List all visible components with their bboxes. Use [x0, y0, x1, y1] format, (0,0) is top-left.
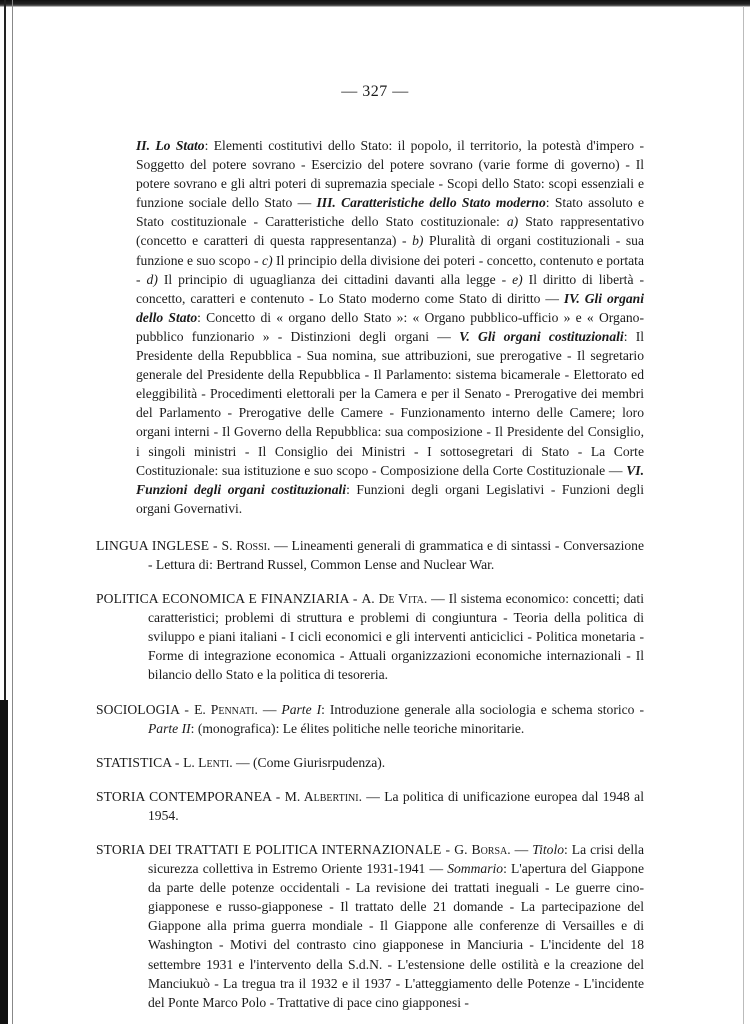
list-marker-b: b) — [412, 233, 424, 249]
title-label: Titolo — [532, 842, 565, 857]
section-text: Pluralità di organi costituzionali - sua funzione e suo scopo - — [136, 233, 644, 268]
course-subject: STATISTICA - — [96, 754, 184, 770]
course-subject: SOCIOLOGIA - — [96, 701, 195, 717]
course-description: — — [257, 701, 282, 717]
course-description: — Il sistema economico: concetti; dati caratteristici; problemi di struttura e problemi di congiuntura - Teoria della politica di sviluppo e piani italiani - I cicli economici e gli interventi anticiclici - Politica monetaria - Forme di integrazione economica - Attuali organizzazioni economiche internazionali - Il bilancio dello Stato e la politica di tesoreria. — [148, 591, 644, 683]
course-author: M. Albertini. — [284, 788, 362, 804]
course-entry-politica-economica — [96, 589, 644, 684]
course-author: S. Rossi. — [221, 537, 271, 553]
section-heading-iv: IV. Gli organi dello Stato — [136, 290, 644, 325]
course-author: E. Pennati. — [194, 701, 258, 717]
section-text: : Funzioni degli organi Legislativi - Funzioni degli organi Governativi. — [136, 481, 644, 516]
course-entry-lingua-inglese — [96, 536, 644, 574]
list-marker-e: e) — [512, 271, 523, 287]
scan-right-edge — [743, 6, 744, 1024]
state-section-paragraph — [96, 136, 644, 518]
section-heading-ii: II. Lo Stato — [136, 138, 205, 153]
course-description: — Lineamenti generali di grammatica e di sintassi - Conversazione - Lettura di: Bertrand Russel, Common Lense and Nuclear War. — [148, 537, 645, 572]
course-description: — (Come Giurisrpudenza). — [232, 754, 386, 770]
course-author: L. Lenti. — [183, 754, 233, 770]
course-description: : (monografica): Le élites politiche nelle teoriche minoritarie. — [190, 720, 525, 736]
scan-binding-shadow — [0, 700, 8, 1024]
course-description: : L'apertura del Giappone da parte delle potenze occidentali - La revisione dei trattati ineguali - Le guerre cino-giapponese e russo-giapponese - Il trattato delle 21 domande - La partecipazione del Giappone alla prima guerra mondiale - Il Giappone alle conferenze di Versailles e di Washington - Motivi del contrasto cino giapponese in Manciuria - L'incidente del 18 settembre 1931 e l'intervento della S.d.N. - L'estensione delle ostilità e la creazione del Manciukuò - La tregua tra il 1932 e il 1937 - L'atteggiamento delle Potenze - L'incidente del Ponte Marco Polo - Trattative di pace cino giapponesi - — [148, 861, 644, 1010]
page-number: — 327 — — [341, 83, 409, 100]
course-subject: STORIA DEI TRATTATI E POLITICA INTERNAZIONALE - — [96, 842, 455, 857]
list-marker-d: d) — [146, 271, 158, 287]
list-marker-c: c) — [262, 252, 273, 268]
course-entry-storia-trattati — [96, 840, 644, 1012]
course-entry-sociologia — [96, 700, 644, 738]
section-text: Il principio della divisione dei poteri - concetto, contenuto e portata - — [136, 252, 644, 287]
section-heading-vi: VI. Funzioni degli organi costituzionali — [136, 462, 644, 497]
list-marker-a: a) — [506, 214, 519, 230]
section-text: : Elementi costitutivi dello Stato: il popolo, il territorio, la potestà d'impero - Soggetto del potere sovrano - Esercizio del potere sovrano (varie forme di governo) - Il potere sovrano e gli altri poteri di supremazia speciale - Scopi dello Stato: scopi essenziali e funzione sociale dello Stato — — [136, 138, 644, 211]
course-entry-statistica — [96, 753, 644, 772]
course-description: : Introduzione generale alla sociologia e schema storico - — [321, 701, 644, 717]
section-text: Stato rappresentativo (concetto e caratteri di questa rappresentanza) - — [136, 214, 644, 249]
section-text: : Il Presidente della Repubblica - Sua nomina, sue attribuzioni, sue prerogative - Il segretario generale del Presidente della Repubblica - Il Parlamento: sistema bicamerale - Elettorato ed eleggibilità - Procedimenti elettorali per la Camera e per il Senato - Prerogative dei membri del Parlamento - Prerogative delle Camere - Funzionamento interno delle Camere; loro organi interni - Il Governo della Repubblica: sua composizione - Il Presidente del Consiglio, i singoli ministri - Il Consiglio dei Ministri - I sottosegretari di Stato - La Corte Costituzionale: sua istituzione e suo scopo - Composizione della Corte Costituzionale — — [136, 328, 644, 478]
course-subject: POLITICA ECONOMICA E FINANZIARIA - — [96, 591, 362, 607]
page-body — [96, 136, 644, 1025]
course-description: : La crisi della sicurezza collettiva in Estremo Oriente 1931-1941 — — [148, 842, 644, 877]
section-heading-iii: III. Caratteristiche dello Stato moderno — [316, 195, 546, 211]
course-description: — — [510, 842, 533, 857]
course-description: — La politica di unificazione europea dal 1948 al 1954. — [148, 788, 644, 823]
part-label: Parte II — [148, 720, 191, 736]
course-entry-storia-contemporanea — [96, 787, 644, 825]
course-subject: LINGUA INGLESE - — [96, 537, 222, 553]
section-text: : Concetto di « organo dello Stato »: « Organo pubblico-ufficio » e « Organo-pubblico funzionario » - Distinzioni degli organi — — [136, 309, 644, 344]
part-label: Parte I — [281, 701, 322, 717]
section-heading-v: V. Gli organi costituzionali — [459, 328, 624, 344]
course-author: G. Borsa. — [454, 842, 511, 857]
course-subject: STORIA CONTEMPORANEA - — [96, 788, 285, 804]
section-text: : Stato assoluto e Stato costituzionale - Caratteristiche dello Stato costituzionale: — [136, 195, 645, 230]
summary-label: Sommario — [447, 861, 504, 877]
section-text: Il principio di uguaglianza dei cittadini davanti alla legge - — [157, 271, 513, 287]
course-author: A. De Vita. — [361, 591, 428, 607]
section-text: Il diritto di libertà - concetto, caratteri e contenuto - Lo Stato moderno come Stato di diritto — — [136, 271, 644, 306]
scan-top-edge — [0, 0, 750, 7]
